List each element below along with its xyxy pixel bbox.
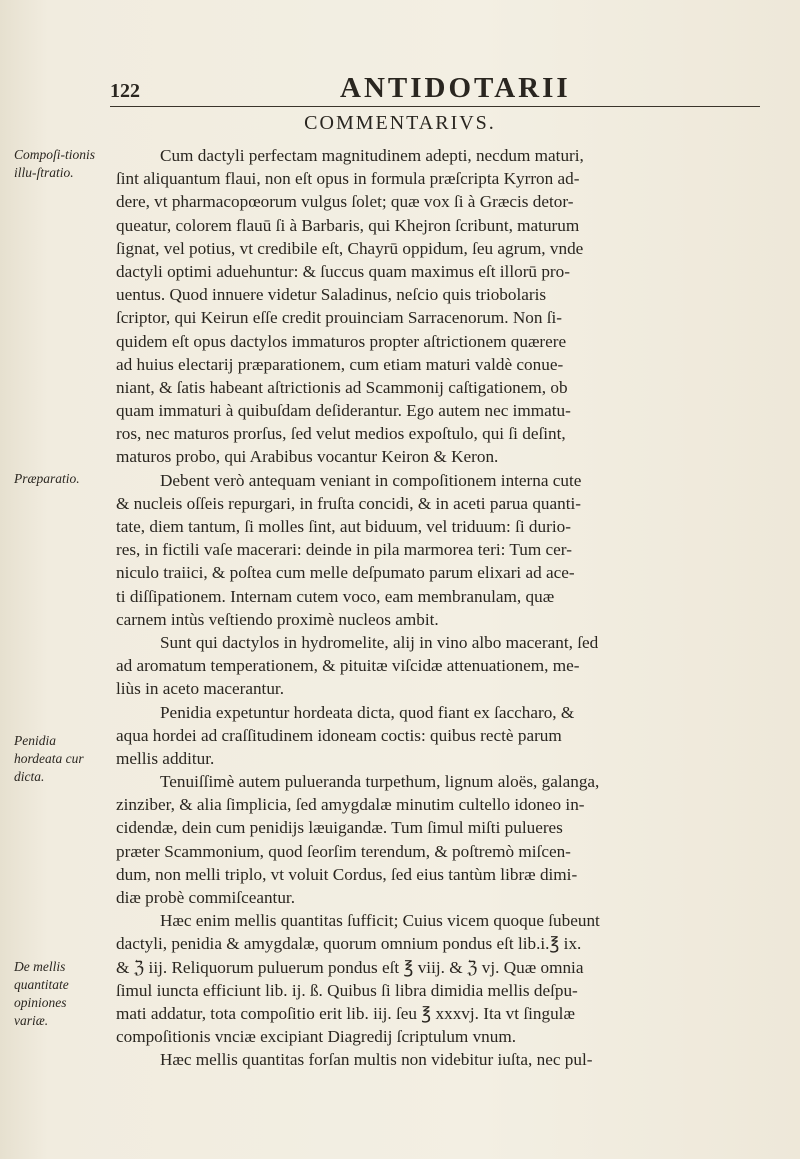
text-line: ſint aliquantum flaui, non eſt opus in formula præſcripta Kyrron ad- xyxy=(116,169,580,189)
text-line: niculo traiici, & poſtea cum melle deſpumato parum elixari ad ace- xyxy=(116,563,575,583)
text-line: ad aromatum temperationem, & pituitæ viſcidæ attenuationem, me- xyxy=(116,656,580,676)
text-line: cidendæ, dein cum penidijs læuigandæ. Tum ſimul miſti pulueres xyxy=(116,818,563,838)
text-line: ſignat, vel potius, vt credibile eſt, Chayrū oppidum, ſeu agrum, vnde xyxy=(116,238,584,258)
text-line: niant, & ſatis habeant aſtrictionis ad Scammonij caſtigationem, ob xyxy=(116,377,568,397)
text-line: zinziber, & alia ſimplicia, ſed amygdalæ minutim cultello idoneo in- xyxy=(116,795,585,815)
text-line: dere, vt pharmacopœorum vulgus ſolet; quæ vox ſi à Græcis detor- xyxy=(116,192,574,212)
page-number: 122 xyxy=(110,80,140,102)
text-line: Hæc mellis quantitas forſan multis non videbitur iuſta, nec pul- xyxy=(160,1050,593,1070)
running-head: ANTIDOTARII xyxy=(340,72,571,104)
text-line: ad huius electarij præparationem, cum etiam maturi valdè conue- xyxy=(116,354,564,374)
text-line: uentus. Quod innuere videtur Saladinus, neſcio quis triobolaris xyxy=(116,285,547,305)
text-line: Hæc enim mellis quantitas ſufficit; Cuius vicem quoque ſubeunt xyxy=(160,911,600,931)
header-rule xyxy=(110,106,760,107)
text-line: dactyli, penidia & amygdalæ, quorum omnium pondus eſt lib.i.℥ ix. xyxy=(116,934,582,954)
text-line: res, in fictili vaſe macerari: deinde in pila marmorea teri: Tum cer- xyxy=(116,540,572,560)
text-line: aqua hordei ad craſſitudinem idoneam coctis: quibus rectè parum xyxy=(116,725,562,745)
text-line: & ℨ iij. Reliquorum puluerum pondus eſt ℥ viij. & ℨ vj. Quæ omnia xyxy=(116,957,584,977)
text-line: tate, diem tantum, ſi molles ſint, aut biduum, vel triduum: ſi durio- xyxy=(116,517,571,536)
text-line: Penidia expetuntur hordeata dicta, quod fiant ex ſaccharo, & xyxy=(160,702,575,722)
text-line: ſimul iuncta efficiunt lib. ij. ß. Quibus ſi libra dimidia mellis deſpu- xyxy=(116,980,578,1000)
text-line: ſcriptor, qui Keirun eſſe credit prouinciam Sarracenorum. Non ſi- xyxy=(116,308,563,328)
text-line: mellis additur. xyxy=(116,748,215,768)
commentary-text xyxy=(116,144,766,1072)
text-line: ti diſſipationem. Internam cutem voco, eam membranulam, quæ xyxy=(116,586,555,606)
text-line: Tenuiſſimè autem pulueranda turpethum, lignum aloës, galanga, xyxy=(160,772,600,792)
text-line: Cum dactyli perfectam magnitudinem adepti, necdum maturi, xyxy=(160,146,584,165)
text-line: dactyli optimi aduehuntur: & ſuccus quam maximus eſt illorū pro- xyxy=(116,261,570,281)
text-line: dum, non melli triplo, vt voluit Cordus, ſed eius tantùm libræ dimi- xyxy=(116,864,578,884)
margin-note-penidia: Penidia hordeata cur dicta. xyxy=(14,733,84,784)
text-line: queatur, colorem flauū ſi à Barbaris, qui Khejron ſcribunt, maturum xyxy=(116,215,580,235)
text-line: carnem intùs veſtiendo proximè nucleos ambit. xyxy=(116,609,439,629)
text-line: ros, nec maturos prorſus, ſed velut medios expoſtulo, qui ſi deſint, xyxy=(116,424,566,444)
text-line: compoſitionis vnciæ excipiant Diagredij ſcriptulum vnum. xyxy=(116,1027,517,1047)
text-line: quam immaturi à quibuſdam deſiderantur. Ego autem nec immatu- xyxy=(116,401,571,421)
margin-note-mellis: De mellis quantitate opiniones variæ. xyxy=(14,959,69,1028)
text-line: mati addatur, tota compoſitio erit lib. iij. ſeu ℥ xxxvj. Ita vt ſingulæ xyxy=(116,1003,575,1023)
text-line: Debent verò antequam veniant in compoſitionem interna cute xyxy=(160,470,582,490)
text-line: liùs in aceto macerantur. xyxy=(116,679,284,699)
text-line: Sunt qui dactylos in hydromelite, alij in vino albo macerant, ſed xyxy=(160,632,599,652)
section-title: COMMENTARIVS. xyxy=(304,112,496,134)
text-line: præter Scammonium, quod ſeorſim terendum, & poſtremò miſcen- xyxy=(116,841,571,861)
text-line: quidem eſt opus dactylos immaturos propter aſtrictionem quærere xyxy=(116,331,567,351)
text-line: maturos probo, qui Arabibus vocantur Keiron & Keron. xyxy=(116,447,499,467)
text-line: diæ probè commiſceantur. xyxy=(116,888,295,907)
margin-note-praeparatio: Præparatio. xyxy=(14,471,80,486)
margin-notes xyxy=(0,0,110,1159)
text-line: & nucleis oſſeis repurgari, in fruſta concidi, & in aceti parua quanti- xyxy=(116,493,582,513)
page-header xyxy=(110,72,760,106)
margin-note-compositio: Compoſi-tionis illu-ſtratio. xyxy=(14,147,96,180)
